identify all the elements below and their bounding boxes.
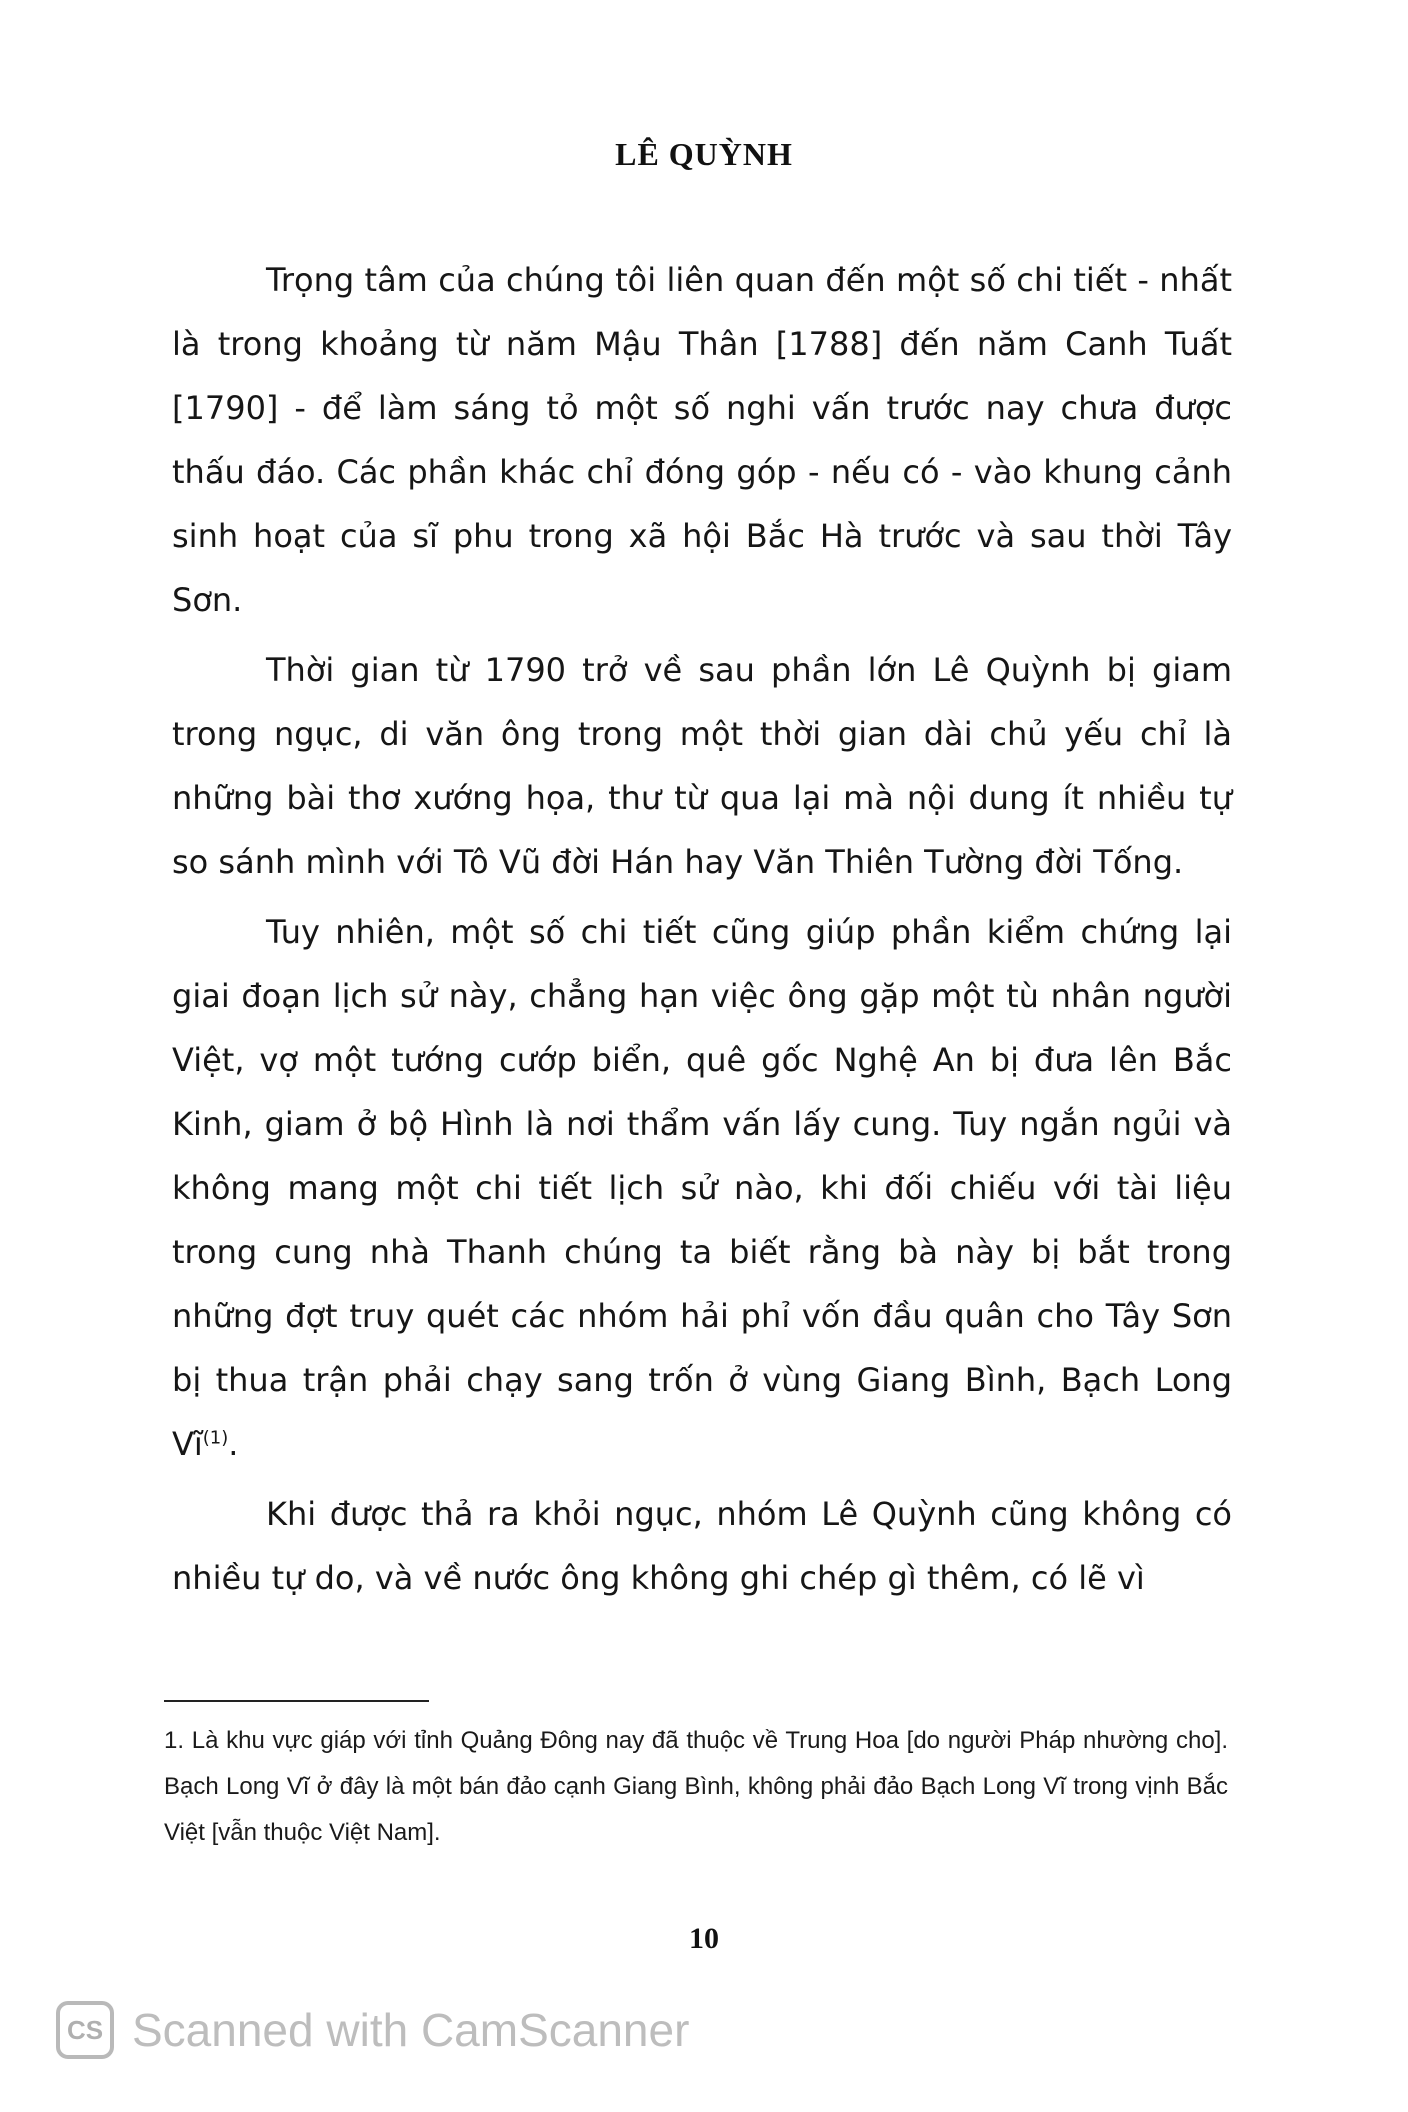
paragraph-4: Khi được thả ra khỏi ngục, nhóm Lê Quỳnh cũng không có nhiều tự do, và về nước ông không ghi chép gì thêm, có lẽ vì	[172, 1495, 1232, 1597]
paragraph-3-end: .	[228, 1425, 239, 1463]
footnote-reference: (1)	[202, 1427, 229, 1449]
watermark-text: Scanned with CamScanner	[132, 2004, 690, 2056]
footnote: 1. Là khu vực giáp với tỉnh Quảng Đông nay đã thuộc về Trung Hoa [do người Pháp nhường cho]. Bạch Long Vĩ ở đây là một bán đảo cạnh Giang Bình, không phải đảo Bạch Long Vĩ trong vịnh Bắc Việt [vẫn thuộc Việt Nam].	[164, 1727, 1228, 1846]
page-number: 10	[689, 1922, 719, 1955]
paragraph-1: Trọng tâm của chúng tôi liên quan đến một số chi tiết - nhất là trong khoảng từ năm Mậu Thân [1788] đến năm Canh Tuất [1790] - để làm sáng tỏ một số nghi vấn trước nay chưa được thấu đáo. Các phần khác chỉ đóng góp - nếu có - vào khung cảnh sinh hoạt của sĩ phu trong xã hội Bắc Hà trước và sau thời Tây Sơn.	[172, 261, 1232, 619]
paragraph-3	[172, 900, 1232, 1476]
camscanner-logo-icon: CS	[56, 2001, 114, 2059]
paragraph-3-text: Tuy nhiên, một số chi tiết cũng giúp phần kiểm chứng lại giai đoạn lịch sử này, chẳng hạn việc ông gặp một tù nhân người Việt, vợ một tướng cướp biển, quê gốc Nghệ An bị đưa lên Bắc Kinh, giam ở bộ Hình là nơi thẩm vấn lấy cung. Tuy ngắn ngủi và không mang một chi tiết lịch sử nào, khi đối chiếu với tài liệu trong cung nhà Thanh chúng ta biết rằng bà này bị bắt trong những đợt truy quét các nhóm hải phỉ vốn đầu quân cho Tây Sơn bị thua trận phải chạy sang trốn ở vùng Giang Bình, Bạch Long Vĩ	[172, 913, 1232, 1463]
camscanner-watermark	[56, 1995, 689, 2065]
paragraph-2: Thời gian từ 1790 trở về sau phần lớn Lê Quỳnh bị giam trong ngục, di văn ông trong một thời gian dài chủ yếu chỉ là những bài thơ xướng họa, thư từ qua lại mà nội dung ít nhiều tự so sánh mình với Tô Vũ đời Hán hay Văn Thiên Tường đời Tống.	[172, 651, 1232, 881]
body-text	[172, 248, 1232, 1616]
running-header: LÊ QUỲNH	[615, 136, 793, 172]
footnote-divider	[164, 1700, 429, 1702]
